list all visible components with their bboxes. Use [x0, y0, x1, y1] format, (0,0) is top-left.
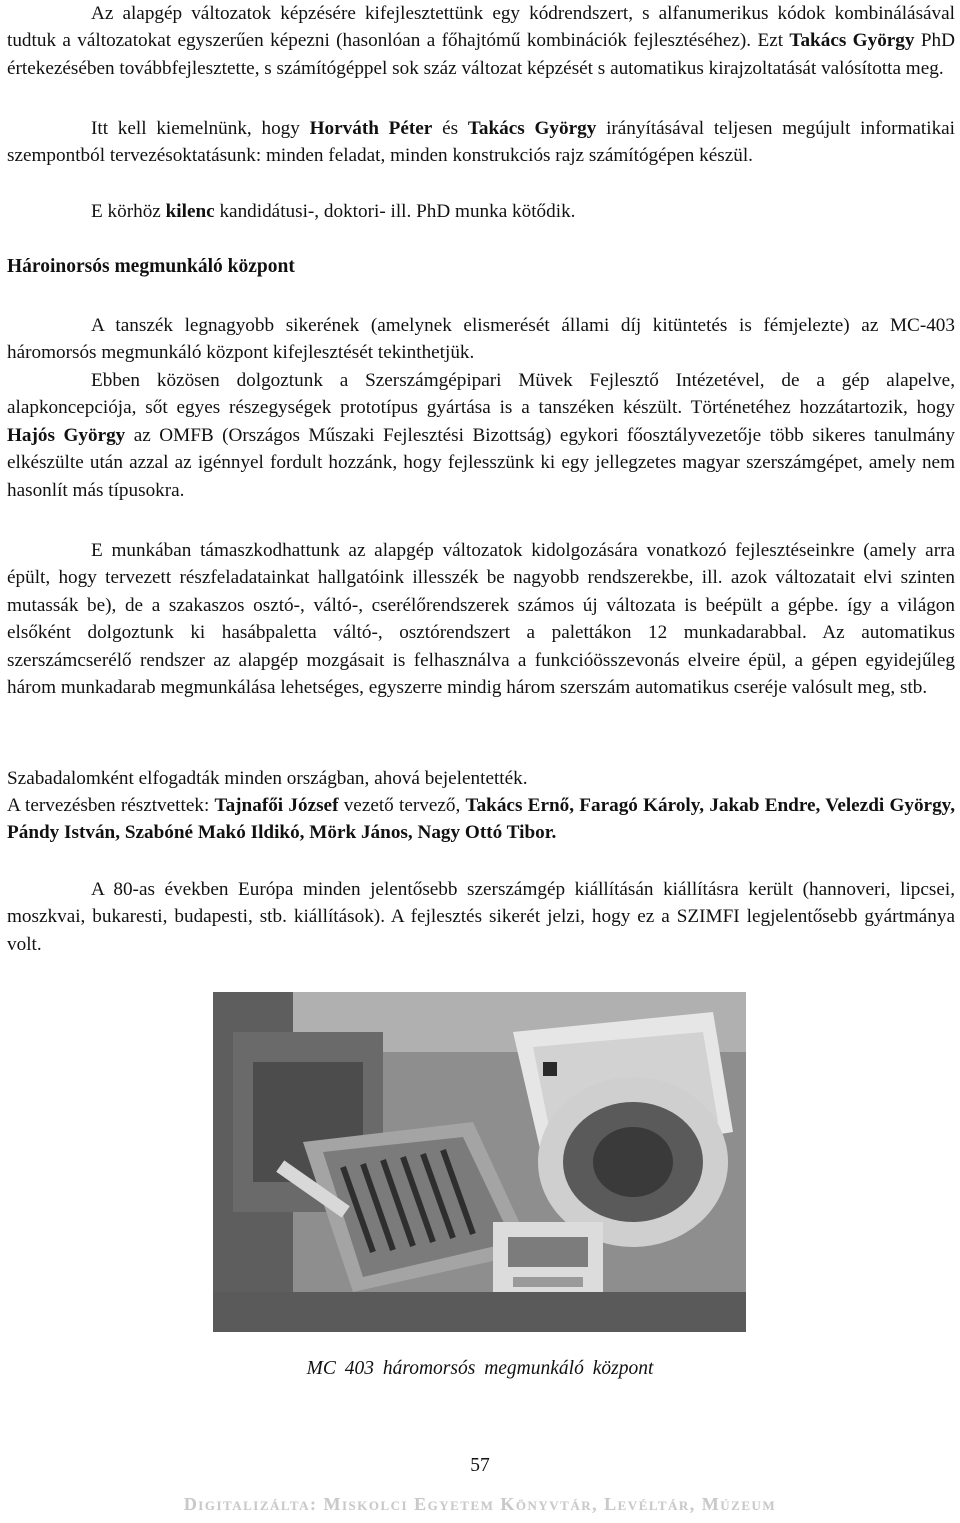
name-takacs-gyorgy: Takács György: [789, 30, 915, 52]
designer-names: Takács Ernő, Faragó Károly, Jakab Endre, Velezdi György, Pándy István, Szabóné Makó Ildikó, Mörk János, Nagy Ottó Tibor.: [7, 795, 955, 844]
digitization-footer: Digitalizálta: Miskolci Egyetem Könyvtár, Levéltár, Múzeum: [183, 1494, 777, 1514]
name-hajos-gyorgy: Hajós György: [7, 424, 126, 446]
paragraph-designers: A tervezésben résztvettek: Tajnafői József vezető tervező, Takács Ernő, Faragó Károly, Jakab Endre, Velezdi György, Pándy István, Szabóné Makó Ildikó, Mörk János, Nagy Ottó Tibor.: [7, 795, 955, 844]
paragraph-collaboration: Ebben közösen dolgoztunk a Szerszámgépipari Müvek Fejlesztő Intézetével, de a gép alapelve, alapkoncepciója, sőt egyes részegységek prototípus gyártása is a tanszéken készült. Történetéhez hozzátartozik, hogy Hajós György az OMFB (Országos Műszaki Fejlesztési Bizottság) egykori főosztályvezetője több sikeres tanulmány elkészülte után azzal az igénnyel fordult hozzánk, hogy fejlesszünk ki egy jellegzetes magyar szerszámgépet, amely nem hasonlít más típusokra.: [7, 370, 955, 501]
page-number: 57: [470, 1455, 490, 1476]
section-heading: Hároinorsós megmunkáló központ: [7, 256, 295, 277]
machine-photo: [213, 992, 746, 1332]
paragraph-mc403-intro: A tanszék legnagyobb sikerének (amelynek elismerését állami díj kitüntetés is fémjelezte) az MC-403 háromorsós megmunkáló központ kifejlesztését tekinthetjük.: [7, 315, 955, 364]
figure-caption: MC 403 háromorsós megmunkáló központ: [306, 1358, 654, 1379]
paragraph-informatics: Itt kell kiemelnünk, hogy Horváth Péter és Takács György irányításával teljesen megújult informatikai szempontból tervezésoktatásunk: minden feladat, minden konstrukciós rajz számítógépen készül.: [7, 118, 956, 167]
name-horvath-peter: Horváth Péter: [309, 118, 433, 139]
paragraph-development: E munkában támaszkodhattunk az alapgép változatok kidolgozására vonatkozó fejlesztéseinkre (amely arra épült, hogy tervezett részfeladatainkat hallgatóink illesszék be nagyobb rendszerekbe, ill. azok változatait elvi szinten mutassák be), de a szakaszos osztó-, váltó-, cserélőrendszerek számos új változata is beépült a gépbe. így a világon elsőként dolgoztunk ki hasábpaletta váltó-, osztórendszert a palettákon 12 munkadarabbal. Az automatikus szerszámcserélő rendszer az alapgép mozgásait is felhasználva a funkcióösszevonás elveire épül, a gépen egyidejűleg három munkadarab megmunkálása lehetséges, egyszerre mindig három szerszám automatikus cseréje valósult meg, stb.: [7, 540, 955, 699]
paragraph-exhibitions: A 80-as években Európa minden jelentősebb szerszámgép kiállításán kiállításra került (hannoveri, lipcsei, moszkvai, bukaresti, budapesti, stb. kiállítások). A fejlesztés sikerét jelzi, hogy ez a SZIMFI legjelentősebb gyártmánya volt.: [7, 879, 955, 955]
paragraph-code-system: Az alapgép változatok képzésére kifejlesztettünk egy kódrendszert, s alfanumerikus kódok kombinálásával tudtuk a változatokat egyszerűen képezni (hasonlóan a főhajtómű kombinációk fejlesztéséhez). Ezt Takács György PhD értekezésében továbbfejlesztette, s számítógéppel sok száz változat képzését s automatikus kirajzoltatását valósította meg.: [7, 3, 955, 79]
machining-center-illustration: [213, 992, 746, 1332]
paragraph-dissertations: E körhöz kilenc kandidátusi-, doktori- ill. PhD munka kötődik.: [91, 201, 576, 222]
paragraph-patent: Szabadalomként elfogadták minden országban, ahová bejelentették.: [7, 768, 528, 789]
name-takacs-gyorgy-2: Takács György: [467, 118, 597, 139]
name-tajnafoi-jozsef: Tajnafői József: [214, 795, 339, 816]
